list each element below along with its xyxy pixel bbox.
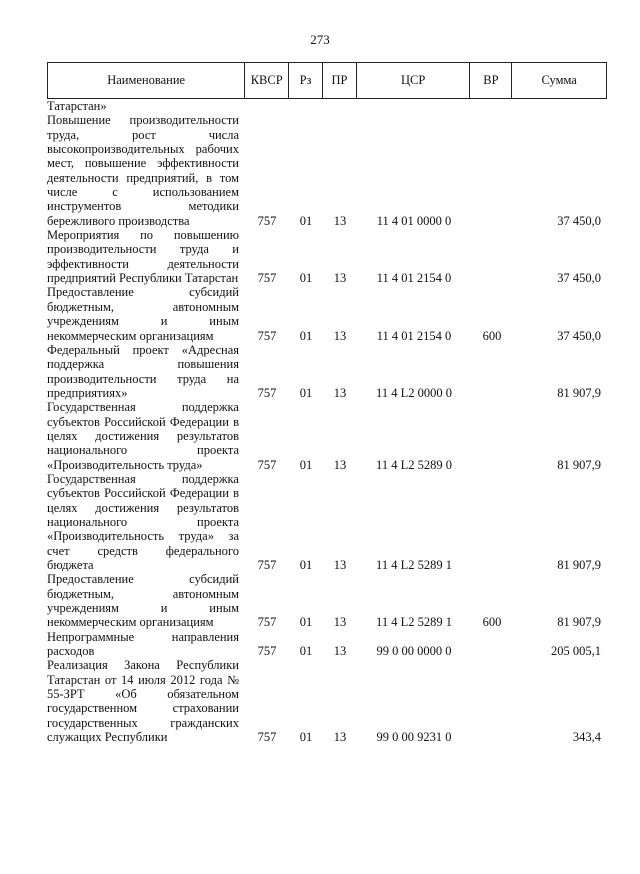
row-name: Татарстан» bbox=[47, 99, 107, 113]
table-row bbox=[47, 113, 607, 228]
table-row bbox=[47, 400, 607, 472]
row-csr: 11 4 01 2154 0 bbox=[376, 328, 452, 343]
row-name: Предоставление субсидий бюджетным, автономным учреждениям и иным некоммерческим организациям bbox=[47, 572, 239, 630]
row-rz: 01 bbox=[299, 385, 313, 400]
row-csr: 11 4 L2 0000 0 bbox=[376, 385, 452, 400]
row-csr: 11 4 L2 5289 0 bbox=[376, 457, 452, 472]
row-csr: 99 0 00 9231 0 bbox=[376, 730, 452, 745]
table-header bbox=[47, 62, 607, 99]
table-row bbox=[47, 99, 607, 113]
page-number: 273 bbox=[310, 32, 330, 47]
row-name: Повышение производительности труда, рост числа высокопроизводительных рабочих мест, повышение эффективности деятельности предприятий, в том числе с использованием инструментов методики бережливого производства bbox=[47, 113, 239, 228]
row-sum: 81 907,9 bbox=[557, 558, 601, 572]
row-pr: 13 bbox=[333, 644, 347, 659]
row-kvsr: 757 bbox=[257, 615, 277, 630]
table-row bbox=[47, 658, 607, 744]
row-csr bbox=[357, 99, 471, 113]
row-kvsr: 757 bbox=[257, 457, 277, 472]
row-sum: 81 907,9 bbox=[557, 385, 601, 400]
row-name: Предоставление субсидий бюджетным, автономным учреждениям и иным некоммерческим организациям bbox=[47, 285, 239, 343]
row-pr: 13 bbox=[333, 457, 347, 472]
row-pr: 13 bbox=[333, 558, 347, 572]
row-sum: 343,4 bbox=[572, 730, 601, 745]
row-pr: 13 bbox=[333, 328, 347, 343]
row-vr bbox=[471, 228, 513, 285]
row-rz: 01 bbox=[299, 213, 313, 228]
row-name: Мероприятия по повышению производительности труда и эффективности деятельности предприятий Республики Татарстан bbox=[47, 228, 239, 286]
row-rz: 01 bbox=[299, 457, 313, 472]
row-kvsr: 757 bbox=[257, 271, 277, 286]
row-kvsr bbox=[245, 99, 289, 113]
row-kvsr: 757 bbox=[257, 558, 277, 572]
table-row bbox=[47, 228, 607, 285]
row-rz: 01 bbox=[299, 271, 313, 286]
row-sum: 37 450,0 bbox=[557, 271, 601, 286]
header-sum: Сумма bbox=[541, 73, 577, 87]
row-pr: 13 bbox=[333, 271, 347, 286]
budget-table bbox=[47, 62, 607, 744]
row-kvsr: 757 bbox=[257, 328, 277, 343]
row-rz: 01 bbox=[299, 730, 313, 745]
row-csr: 11 4 01 0000 0 bbox=[376, 213, 452, 228]
row-rz: 01 bbox=[299, 328, 313, 343]
row-pr: 13 bbox=[333, 730, 347, 745]
row-name: Государственная поддержка субъектов Российской Федерации в целях достижения результатов национального проекта «Производительность труда» за счет средств федерального бюджета bbox=[47, 471, 239, 572]
table-row bbox=[47, 572, 607, 629]
table-row bbox=[47, 630, 607, 659]
row-name: Непрограммные направления расходов bbox=[47, 629, 239, 659]
row-pr: 13 bbox=[333, 385, 347, 400]
row-sum: 81 907,9 bbox=[557, 457, 601, 472]
table-row bbox=[47, 285, 607, 342]
row-vr bbox=[471, 400, 513, 472]
table-row bbox=[47, 472, 607, 572]
header-csr: ЦСР bbox=[357, 63, 471, 98]
header-rz: Рз bbox=[289, 63, 323, 98]
row-pr bbox=[323, 99, 357, 113]
row-rz: 01 bbox=[299, 644, 313, 659]
row-pr: 13 bbox=[333, 213, 347, 228]
row-rz bbox=[289, 99, 323, 113]
row-vr bbox=[471, 630, 513, 659]
row-kvsr: 757 bbox=[257, 730, 277, 745]
row-csr: 11 4 L2 5289 1 bbox=[376, 615, 452, 630]
row-rz: 01 bbox=[299, 615, 313, 630]
row-kvsr: 757 bbox=[257, 213, 277, 228]
row-kvsr: 757 bbox=[257, 644, 277, 659]
row-vr: 600 bbox=[482, 328, 502, 343]
row-name: Государственная поддержка субъектов Российской Федерации в целях достижения результатов национального проекта «Производительность труда» bbox=[47, 400, 239, 472]
header-pr: ПР bbox=[323, 63, 357, 98]
row-kvsr: 757 bbox=[257, 385, 277, 400]
row-sum: 205 005,1 bbox=[551, 644, 601, 659]
table-row bbox=[47, 343, 607, 400]
row-vr bbox=[471, 99, 513, 113]
row-sum: 37 450,0 bbox=[557, 328, 601, 343]
row-sum bbox=[513, 99, 607, 113]
header-kvsr: КВСР bbox=[245, 63, 289, 98]
row-vr bbox=[471, 113, 513, 228]
row-csr: 11 4 01 2154 0 bbox=[376, 271, 452, 286]
row-vr bbox=[471, 472, 513, 572]
row-sum: 81 907,9 bbox=[557, 615, 601, 630]
header-vr: ВР bbox=[470, 63, 512, 98]
row-pr: 13 bbox=[333, 615, 347, 630]
row-rz: 01 bbox=[299, 558, 313, 572]
row-vr bbox=[471, 658, 513, 744]
row-name: Федеральный проект «Адресная поддержка повышения производительности труда на предприятиях» bbox=[47, 342, 239, 400]
table-body bbox=[47, 99, 607, 744]
row-csr: 11 4 L2 5289 1 bbox=[376, 558, 452, 572]
row-name: Реализация Закона Республики Татарстан от 14 июля 2012 года № 55-ЗРТ «Об обязательном государственном страховании государственных гражданских служащих Республики bbox=[47, 658, 239, 745]
row-csr: 99 0 00 0000 0 bbox=[376, 644, 452, 659]
header-name: Наименование bbox=[48, 63, 245, 98]
row-vr: 600 bbox=[482, 615, 502, 630]
row-vr bbox=[471, 343, 513, 400]
row-sum: 37 450,0 bbox=[557, 213, 601, 228]
